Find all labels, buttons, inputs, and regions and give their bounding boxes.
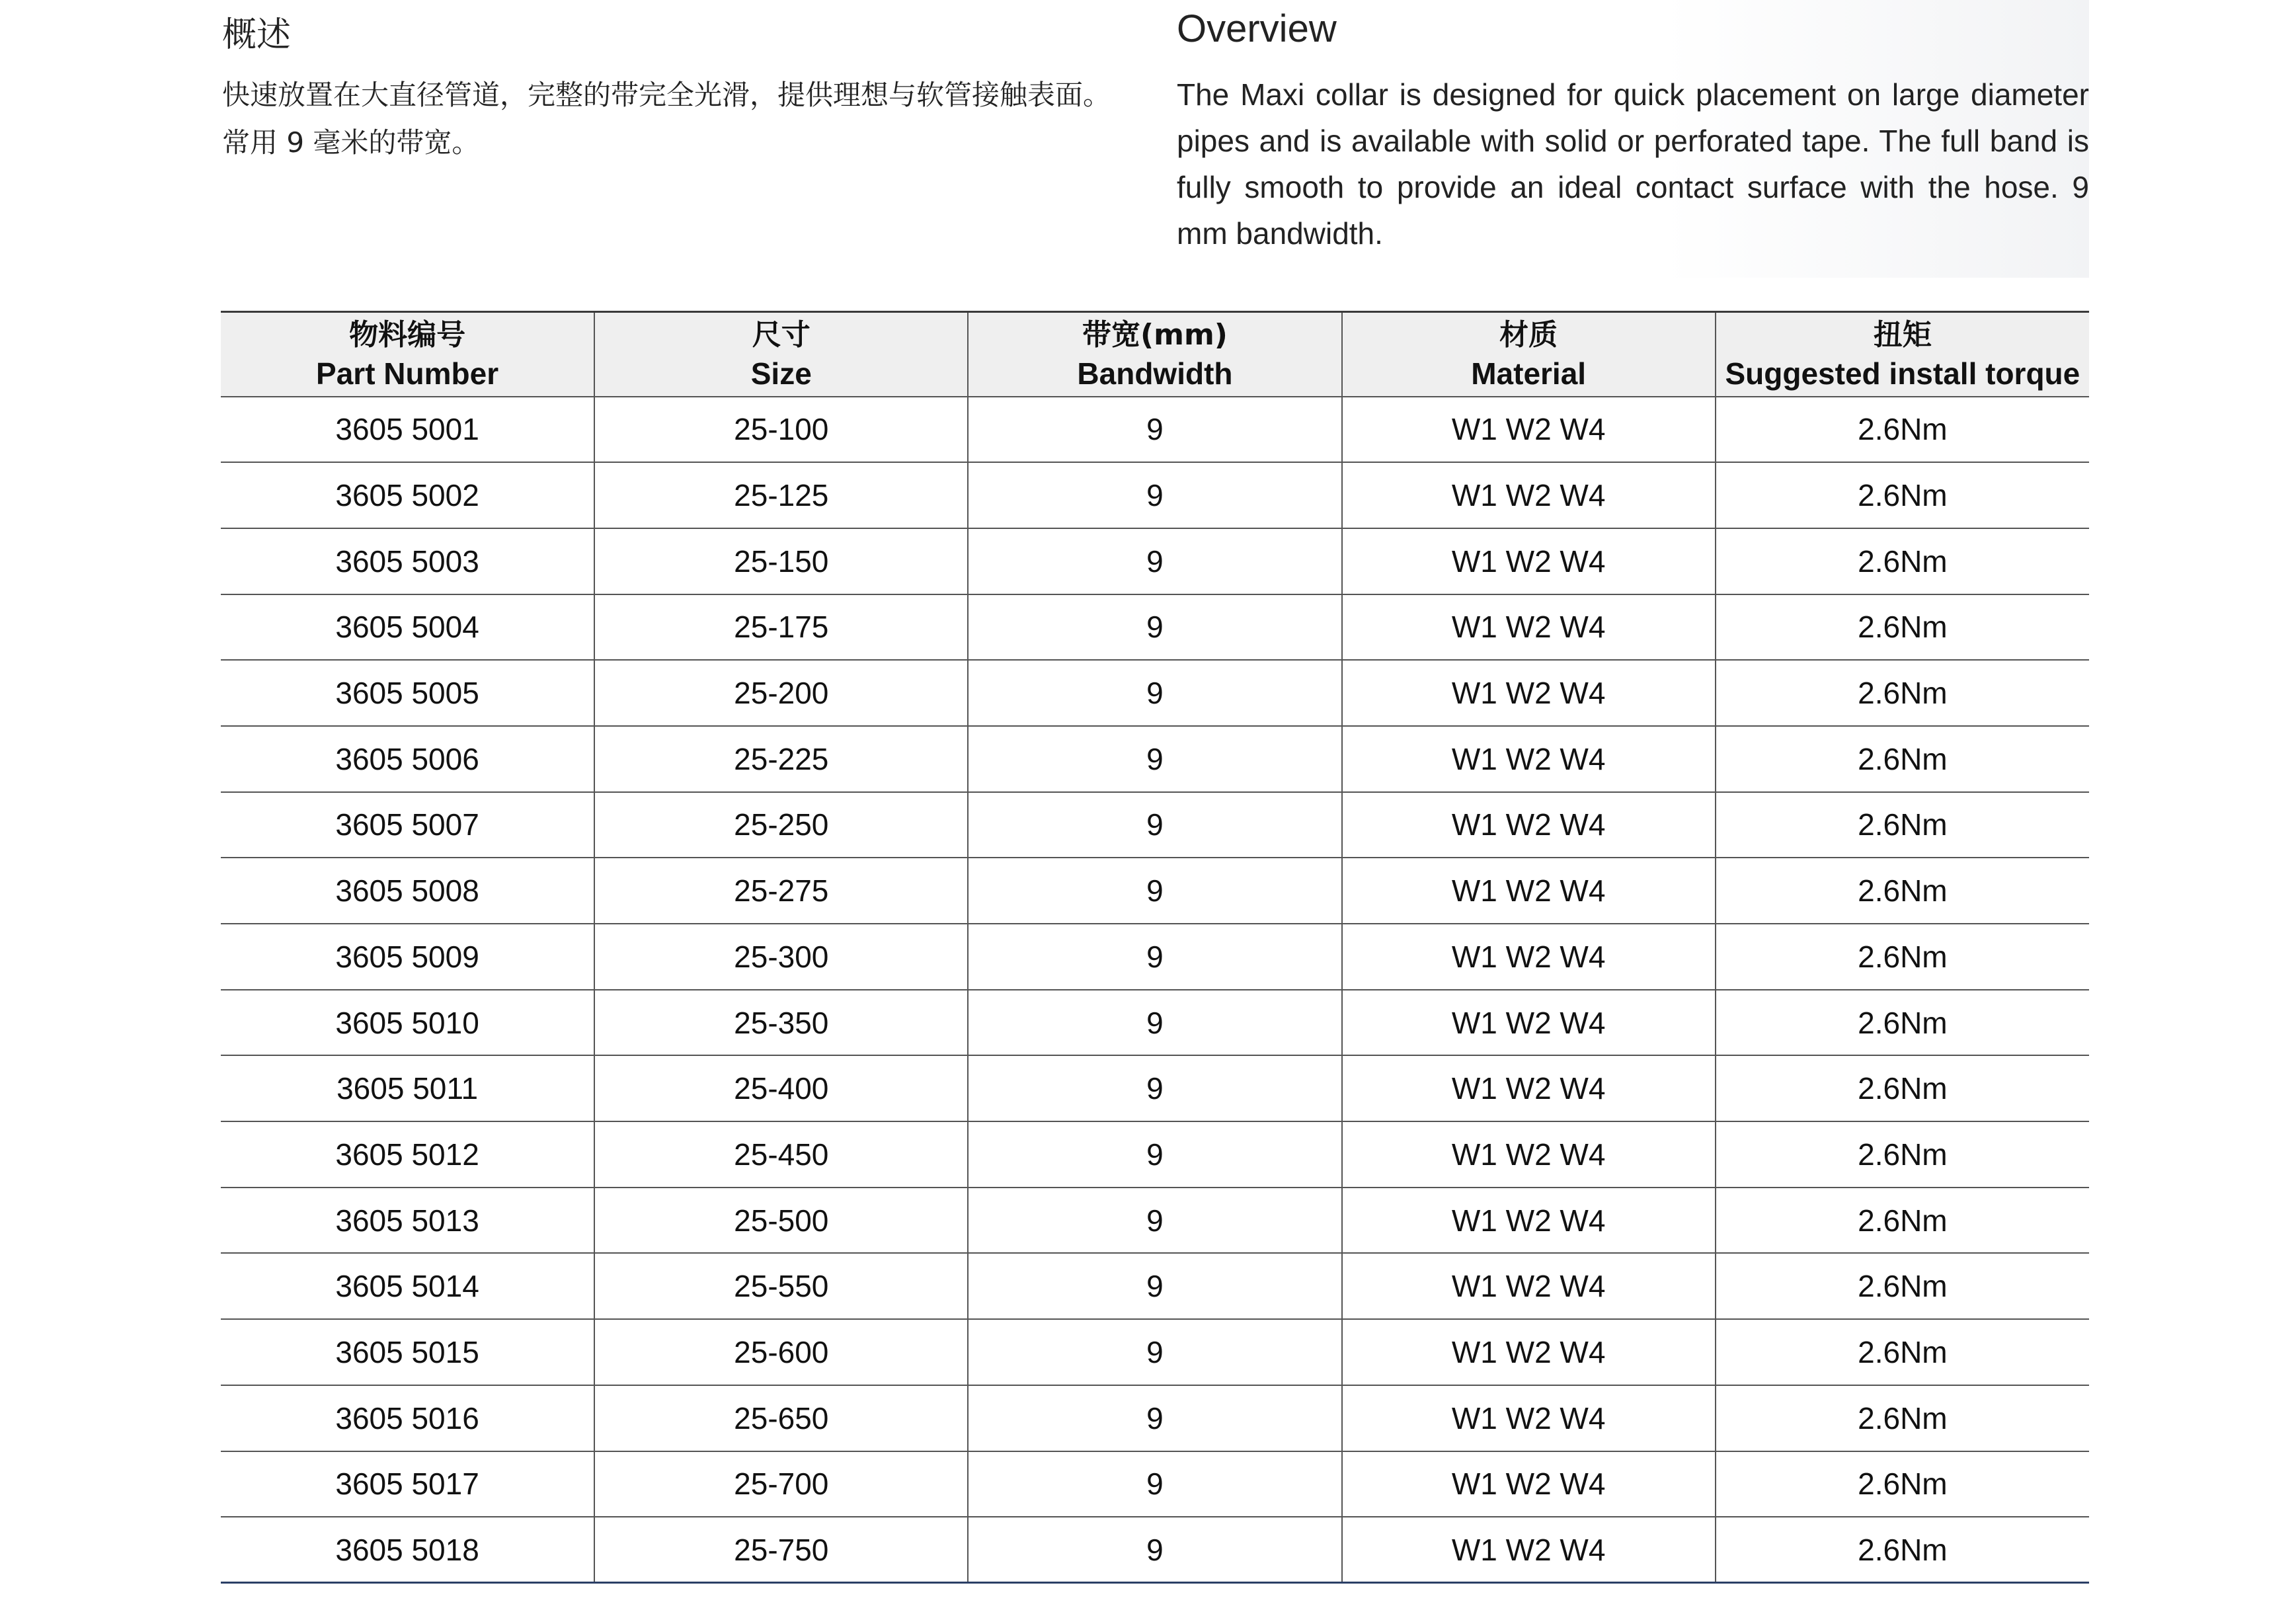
cell-size: 25-100	[594, 397, 968, 463]
cell-part-number: 3605 5017	[221, 1451, 594, 1517]
cell-size: 25-225	[594, 726, 968, 792]
table-row	[221, 594, 2089, 661]
cell-bandwidth: 9	[968, 990, 1341, 1056]
cell-size: 25-350	[594, 990, 968, 1056]
cell-torque: 2.6Nm	[1716, 792, 2089, 858]
cell-bandwidth: 9	[968, 858, 1341, 924]
cell-size: 25-125	[594, 462, 968, 528]
spec-table	[221, 311, 2089, 1584]
overview-description-en: The Maxi collar is designed for quick placement on large diameter pipes and is available with solid or perforated tape. The full band is fully smooth to provide an ideal contact surface with the hose. 9 mm bandwidth.	[1177, 77, 2089, 251]
cell-torque: 2.6Nm	[1716, 858, 2089, 924]
cell-bandwidth: 9	[968, 1517, 1341, 1583]
cell-material: W1 W2 W4	[1342, 726, 1716, 792]
cell-size: 25-300	[594, 924, 968, 990]
cell-part-number: 3605 5015	[221, 1319, 594, 1385]
header-part-number	[221, 312, 594, 397]
cell-part-number: 3605 5009	[221, 924, 594, 990]
header-size	[594, 312, 968, 397]
table-row	[221, 1385, 2089, 1451]
cell-material: W1 W2 W4	[1342, 1451, 1716, 1517]
cell-material: W1 W2 W4	[1342, 1055, 1716, 1121]
header-label-en: Suggested install torque	[1725, 356, 2080, 391]
cell-material: W1 W2 W4	[1342, 1253, 1716, 1319]
cell-torque: 2.6Nm	[1716, 397, 2089, 463]
header-row	[221, 312, 2089, 397]
cell-bandwidth: 9	[968, 1253, 1341, 1319]
cell-material: W1 W2 W4	[1342, 528, 1716, 594]
cell-part-number: 3605 5011	[221, 1055, 594, 1121]
cell-torque: 2.6Nm	[1716, 1121, 2089, 1188]
cell-torque: 2.6Nm	[1716, 726, 2089, 792]
cell-part-number: 3605 5004	[221, 594, 594, 661]
table-row	[221, 858, 2089, 924]
header-label-cn: 带宽(mm)	[1082, 317, 1228, 352]
cell-torque: 2.6Nm	[1716, 594, 2089, 661]
spec-table-body	[221, 397, 2089, 1583]
cell-size: 25-750	[594, 1517, 968, 1583]
cell-torque: 2.6Nm	[1716, 528, 2089, 594]
cell-size: 25-650	[594, 1385, 968, 1451]
table-row	[221, 990, 2089, 1056]
cell-torque: 2.6Nm	[1716, 1451, 2089, 1517]
overview-title-cn: 概述	[222, 15, 292, 55]
cell-part-number: 3605 5007	[221, 792, 594, 858]
table-row	[221, 462, 2089, 528]
header-label-cn: 尺寸	[752, 317, 811, 352]
spec-table-header	[221, 312, 2089, 397]
cell-part-number: 3605 5018	[221, 1517, 594, 1583]
cell-bandwidth: 9	[968, 1319, 1341, 1385]
cell-bandwidth: 9	[968, 1188, 1341, 1254]
cell-part-number: 3605 5006	[221, 726, 594, 792]
cell-torque: 2.6Nm	[1716, 1517, 2089, 1583]
cell-torque: 2.6Nm	[1716, 990, 2089, 1056]
cell-part-number: 3605 5012	[221, 1121, 594, 1188]
table-row	[221, 1253, 2089, 1319]
cell-material: W1 W2 W4	[1342, 1319, 1716, 1385]
cell-size: 25-275	[594, 858, 968, 924]
cell-bandwidth: 9	[968, 1385, 1341, 1451]
cell-part-number: 3605 5008	[221, 858, 594, 924]
cell-bandwidth: 9	[968, 660, 1341, 726]
table-row	[221, 660, 2089, 726]
cell-size: 25-200	[594, 660, 968, 726]
header-bandwidth	[968, 312, 1341, 397]
table-row	[221, 1451, 2089, 1517]
cell-bandwidth: 9	[968, 594, 1341, 661]
header-material	[1342, 312, 1716, 397]
header-label-cn: 物料编号	[349, 317, 466, 352]
cell-part-number: 3605 5014	[221, 1253, 594, 1319]
cell-size: 25-600	[594, 1319, 968, 1385]
cell-bandwidth: 9	[968, 1055, 1341, 1121]
cell-torque: 2.6Nm	[1716, 1055, 2089, 1121]
overview-description-cn: 快速放置在大直径管道，完整的带完全光滑，提供理想与软管接触表面。常用 9 毫米的带宽。	[222, 79, 1111, 159]
cell-part-number: 3605 5013	[221, 1188, 594, 1254]
header-torque	[1716, 312, 2089, 397]
cell-material: W1 W2 W4	[1342, 1385, 1716, 1451]
cell-bandwidth: 9	[968, 924, 1341, 990]
cell-torque: 2.6Nm	[1716, 924, 2089, 990]
cell-torque: 2.6Nm	[1716, 1188, 2089, 1254]
table-row	[221, 726, 2089, 792]
header-label-cn: 扭矩	[1873, 317, 1932, 352]
cell-size: 25-500	[594, 1188, 968, 1254]
cell-bandwidth: 9	[968, 792, 1341, 858]
cell-size: 25-450	[594, 1121, 968, 1188]
cell-material: W1 W2 W4	[1342, 792, 1716, 858]
table-row	[221, 1121, 2089, 1188]
cell-material: W1 W2 W4	[1342, 397, 1716, 463]
header-label-en: Size	[750, 356, 812, 391]
overview-title-en: Overview	[1177, 7, 1337, 50]
cell-material: W1 W2 W4	[1342, 594, 1716, 661]
cell-material: W1 W2 W4	[1342, 924, 1716, 990]
cell-part-number: 3605 5003	[221, 528, 594, 594]
cell-part-number: 3605 5005	[221, 660, 594, 726]
cell-bandwidth: 9	[968, 1121, 1341, 1188]
cell-part-number: 3605 5010	[221, 990, 594, 1056]
cell-size: 25-700	[594, 1451, 968, 1517]
table-row	[221, 1517, 2089, 1583]
table-row	[221, 1188, 2089, 1254]
cell-bandwidth: 9	[968, 397, 1341, 463]
table-row	[221, 1055, 2089, 1121]
table-row	[221, 397, 2089, 463]
cell-part-number: 3605 5001	[221, 397, 594, 463]
cell-torque: 2.6Nm	[1716, 1319, 2089, 1385]
cell-material: W1 W2 W4	[1342, 990, 1716, 1056]
cell-torque: 2.6Nm	[1716, 660, 2089, 726]
header-label-cn: 材质	[1499, 317, 1558, 352]
cell-material: W1 W2 W4	[1342, 462, 1716, 528]
header-label-en: Part Number	[316, 356, 499, 391]
table-row	[221, 528, 2089, 594]
cell-size: 25-400	[594, 1055, 968, 1121]
cell-part-number: 3605 5016	[221, 1385, 594, 1451]
cell-bandwidth: 9	[968, 1451, 1341, 1517]
cell-size: 25-550	[594, 1253, 968, 1319]
cell-bandwidth: 9	[968, 462, 1341, 528]
cell-material: W1 W2 W4	[1342, 1517, 1716, 1583]
cell-bandwidth: 9	[968, 726, 1341, 792]
cell-bandwidth: 9	[968, 528, 1341, 594]
cell-part-number: 3605 5002	[221, 462, 594, 528]
header-label-en: Material	[1471, 356, 1587, 391]
table-row	[221, 792, 2089, 858]
cell-material: W1 W2 W4	[1342, 660, 1716, 726]
cell-material: W1 W2 W4	[1342, 1188, 1716, 1254]
table-row	[221, 1319, 2089, 1385]
cell-size: 25-175	[594, 594, 968, 661]
header-label-en: Bandwidth	[1077, 356, 1233, 391]
cell-size: 25-250	[594, 792, 968, 858]
table-row	[221, 924, 2089, 990]
cell-torque: 2.6Nm	[1716, 462, 2089, 528]
cell-material: W1 W2 W4	[1342, 1121, 1716, 1188]
cell-material: W1 W2 W4	[1342, 858, 1716, 924]
cell-torque: 2.6Nm	[1716, 1385, 2089, 1451]
cell-torque: 2.6Nm	[1716, 1253, 2089, 1319]
cell-size: 25-150	[594, 528, 968, 594]
